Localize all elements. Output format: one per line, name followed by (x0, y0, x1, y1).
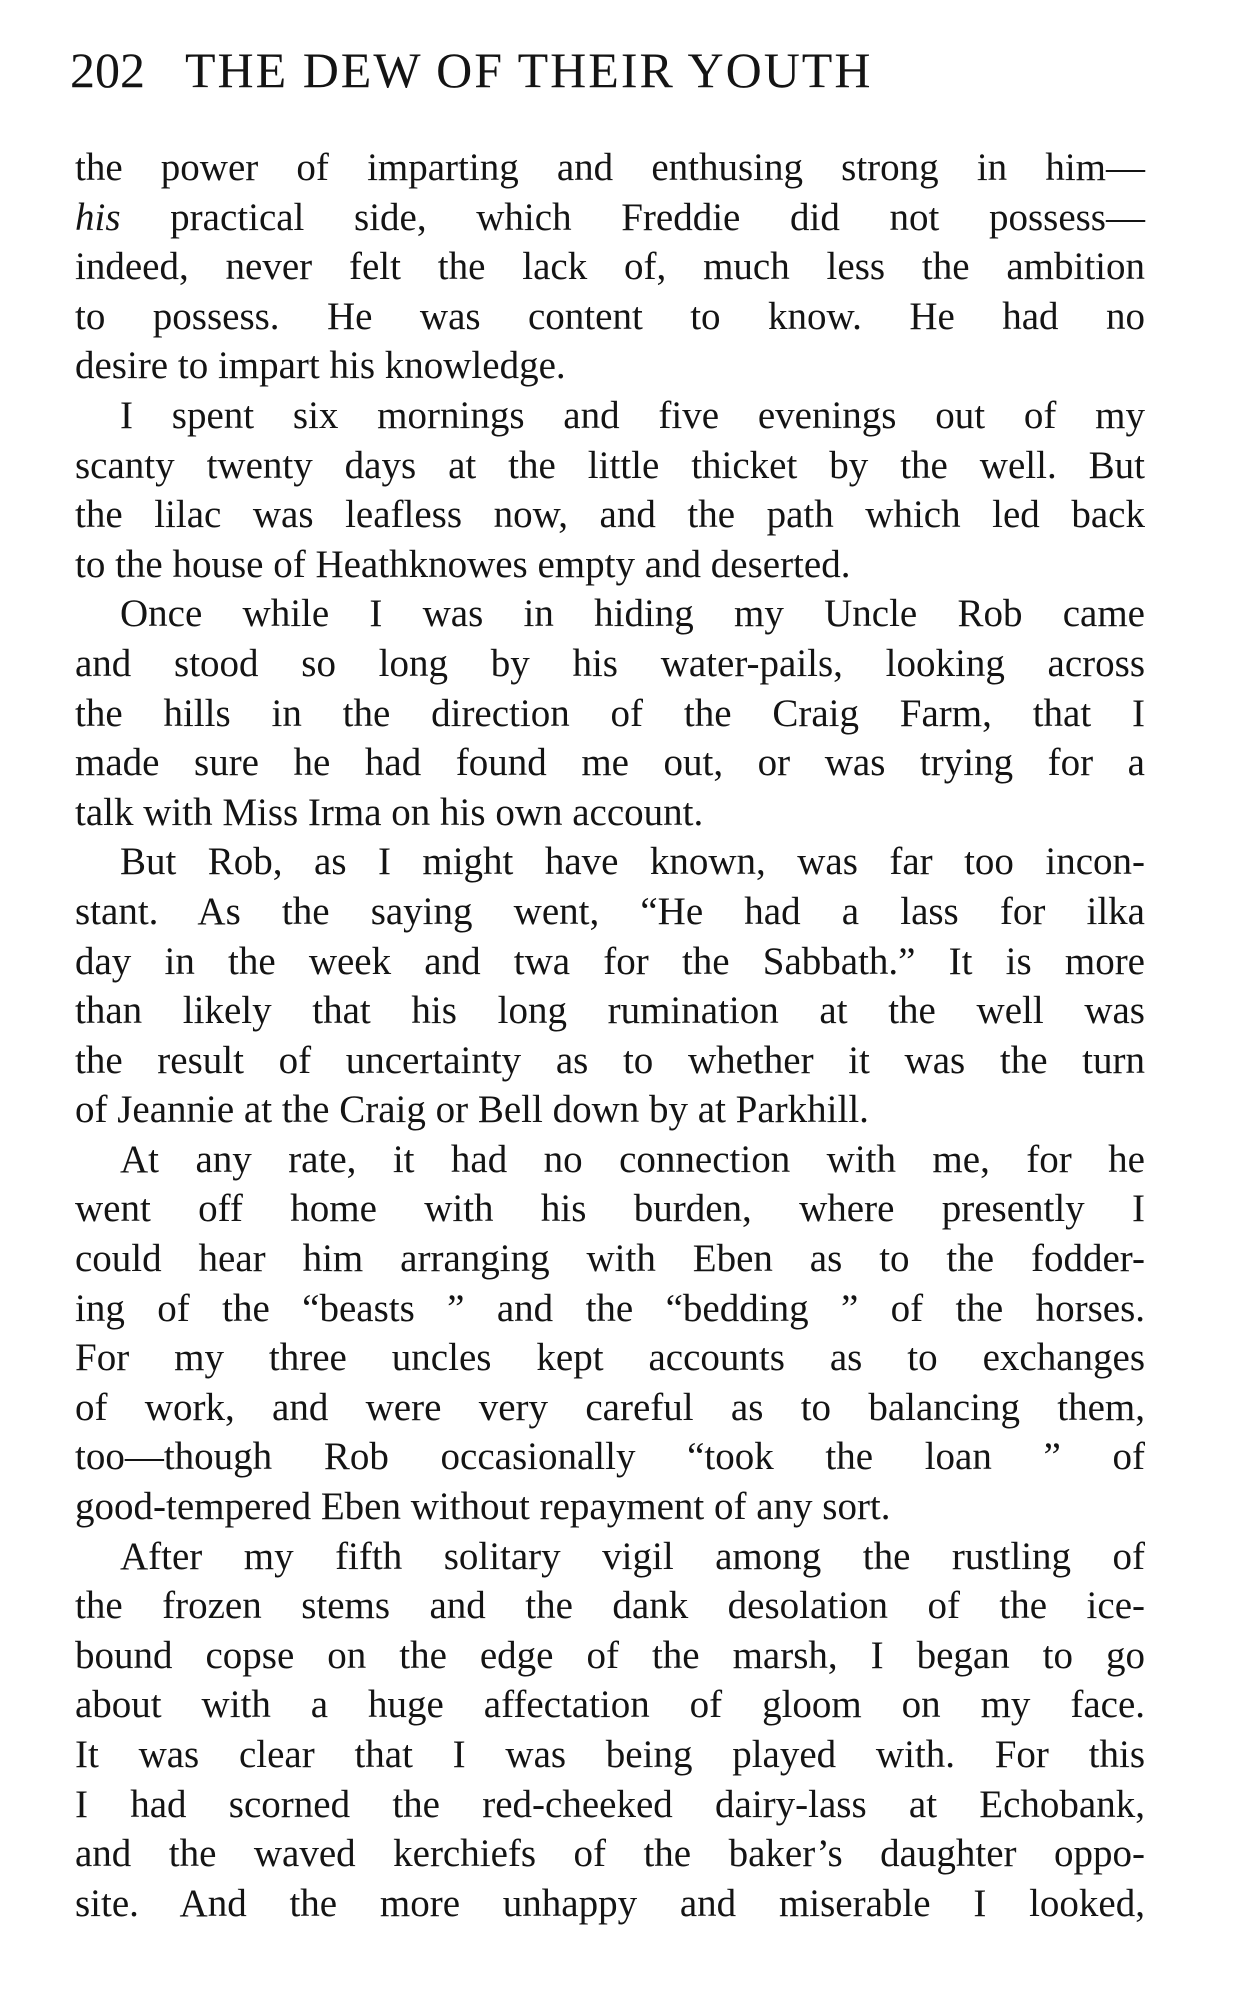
text-line: stant. As the saying went, “He had a lass for ilka (75, 889, 1145, 933)
paragraph-start-line: At any rate, it had no connection with me, for he (120, 1137, 1145, 1181)
text-line: scanty twenty days at the little thicket by the well. But (75, 443, 1145, 487)
emphasis-his: his (75, 195, 121, 239)
text-line: than likely that his long rumination at the well was (75, 989, 1145, 1033)
text-line: made sure he had found me out, or was trying for a (75, 741, 1145, 785)
text-line: the frozen stems and the dank desolation of the ice- (75, 1584, 1145, 1628)
paragraph-end-line: desire to impart his knowledge. (75, 344, 566, 388)
text-line: indeed, never felt the lack of, much less the ambition (75, 245, 1145, 289)
running-head (70, 40, 1150, 100)
text-line: the lilac was leafless now, and the path which led back (75, 493, 1145, 537)
paragraph-end-line: to the house of Heathknowes empty and deserted. (75, 542, 851, 586)
text-line: too—though Rob occasionally “took the loan ” of (75, 1435, 1145, 1479)
text-line: It was clear that I was being played with. For this (75, 1733, 1145, 1776)
paragraph-start-line: But Rob, as I might have known, was far too incon- (120, 840, 1145, 884)
paragraph-end-line: talk with Miss Irma on his own account. (75, 790, 704, 834)
text-line: and the waved kerchiefs of the baker’s daughter oppo- (75, 1832, 1145, 1876)
text-line: bound copse on the edge of the marsh, I began to go (75, 1633, 1145, 1677)
text-line: the result of uncertainty as to whether it was the turn (75, 1038, 1145, 1082)
text-line: of work, and were very careful as to balancing them, (75, 1385, 1145, 1429)
text-line: his practical side, which Freddie did not possess— (75, 195, 1145, 239)
text-line: went off home with his burden, where presently I (75, 1187, 1145, 1231)
page-number: 202 (70, 42, 145, 98)
text-line: could hear him arranging with Eben as to the fodder- (75, 1237, 1145, 1281)
text-line: to possess. He was content to know. He had no (75, 294, 1145, 338)
paragraph-start-line: Once while I was in hiding my Uncle Rob came (120, 592, 1145, 636)
text-line: the hills in the direction of the Craig Farm, that I (75, 691, 1145, 735)
text-line: For my three uncles kept accounts as to exchanges (75, 1336, 1145, 1380)
book-title: THE DEW OF THEIR YOUTH (185, 42, 873, 98)
paragraph-start-line: I spent six mornings and five evenings out of my (120, 393, 1145, 437)
paragraph-start-line: After my fifth solitary vigil among the rustling of (120, 1534, 1145, 1578)
paragraph-end-line: good-tempered Eben without repayment of any sort. (75, 1485, 891, 1529)
text-line: and stood so long by his water-pails, looking across (75, 641, 1145, 685)
paragraph-end-line: of Jeannie at the Craig or Bell down by at Parkhill. (75, 1088, 869, 1132)
text-line: the power of imparting and enthusing strong in him— (75, 146, 1145, 189)
text-line: site. And the more unhappy and miserable I looked, (75, 1881, 1145, 1925)
text-line: ing of the “beasts ” and the “bedding ” of the horses. (75, 1286, 1145, 1330)
body-text (75, 143, 1145, 1928)
text-line: day in the week and twa for the Sabbath.” It is more (75, 939, 1145, 983)
text-line: I had scorned the red-cheeked dairy-lass at Echobank, (75, 1782, 1145, 1826)
text-line: about with a huge affectation of gloom on my face. (75, 1683, 1145, 1727)
